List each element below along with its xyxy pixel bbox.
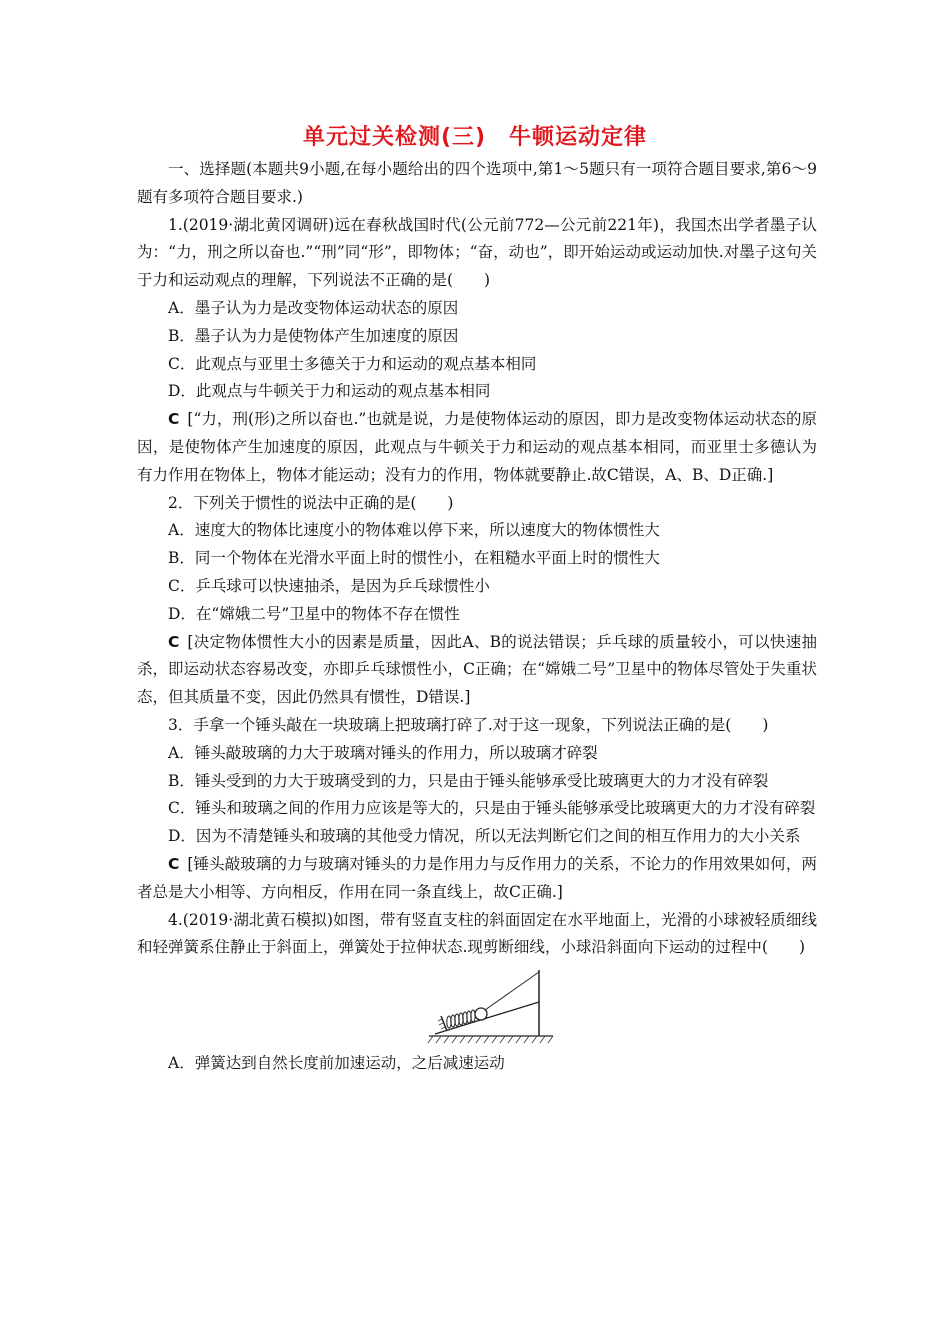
question-4-stem: 4.(2019·湖北黄石模拟)如图，带有竖直支柱的斜面固定在水平地面上，光滑的小球被轻质细线和轻弹簧系住静止于斜面上，弹簧处于拉伸状态.现剪断细线，小球沿斜面向下运动的过程中( )	[137, 910, 817, 957]
question-2-option-a: A．速度大的物体比速度小的物体难以停下来，所以速度大的物体惯性大	[168, 521, 660, 540]
question-3-stem: 3．手拿一个锤头敲在一块玻璃上把玻璃打碎了.对于这一现象，下列说法正确的是( )	[168, 715, 769, 734]
question-1-option-d: D．此观点与牛顿关于力和运动的观点基本相同	[168, 382, 491, 401]
question-3-option-a: A．锤头敲玻璃的力大于玻璃对锤头的作用力，所以玻璃才碎裂	[168, 743, 598, 762]
question-3-solution	[137, 851, 817, 907]
question-1-option-b: B．墨子认为力是使物体产生加速度的原因	[168, 326, 459, 345]
question-3-option-b: B．锤头受到的力大于玻璃受到的力，只是由于锤头能够承受比玻璃更大的力才没有碎裂	[168, 771, 769, 790]
section-intro: 一、选择题(本题共9小题,在每小题给出的四个选项中,第1～5题只有一项符合题目要求,第6～9题有多项符合题目要求.)	[137, 160, 817, 206]
question-1-solution	[137, 406, 817, 489]
question-3-option-c: C．锤头和玻璃之间的作用力应该是等大的，只是由于锤头能够承受比玻璃更大的力才没有碎裂	[168, 799, 816, 818]
question-4-option-a: A．弹簧达到自然长度前加速运动，之后减速运动	[168, 1054, 505, 1073]
question-1-answer: C	[168, 410, 180, 429]
question-1-explanation: [“力，刑(形)之所以奋也.”也就是说，力是使物体运动的原因，即力是改变物体运动状态的原因，是使物体产生加速度的原因，此观点与牛顿关于力和运动的观点基本相同，而亚里士多德认为有力作用在物体上，物体才能运动；没有力的作用，物体就要静止.故C错误，A、B、D正确.]	[137, 410, 817, 484]
question-3-explanation: [锤头敲玻璃的力与玻璃对锤头的力是作用力与反作用力的关系，不论力的作用效果如何，两者总是大小相等、方向相反，作用在同一条直线上，故C正确.]	[137, 854, 817, 901]
question-2-explanation: [决定物体惯性大小的因素是质量，因此A、B的说法错误；乒乓球的质量较小，可以快速抽杀，即运动状态容易改变，亦即乒乓球惯性小，C正确；在“嫦娥二号”卫星中的物体尽管处于失重状态，但其质量不变，因此仍然具有惯性，D错误.]	[137, 632, 817, 707]
page-title: 单元过关检测(三) 牛顿运动定律	[302, 125, 648, 150]
question-2-answer: C	[168, 632, 180, 651]
incline-spring-figure	[137, 962, 817, 1050]
question-2-option-d: D．在“嫦娥二号”卫星中的物体不存在惯性	[168, 604, 460, 623]
question-2-stem: 2．下列关于惯性的说法中正确的是( )	[168, 493, 454, 512]
question-2-option-b: B．同一个物体在光滑水平面上时的惯性小，在粗糙水平面上时的惯性大	[168, 549, 660, 568]
question-1-option-a: A．墨子认为力是改变物体运动状态的原因	[168, 298, 459, 317]
question-3-answer: C	[168, 854, 180, 873]
document-body	[137, 156, 817, 1078]
question-3-option-d: D．因为不清楚锤头和玻璃的其他受力情况，所以无法判断它们之间的相互作用力的大小关系	[168, 827, 801, 846]
question-1-option-c: C．此观点与亚里士多德关于力和运动的观点基本相同	[168, 354, 537, 373]
question-2-solution	[137, 629, 817, 712]
question-2-option-c: C．乒乓球可以快速抽杀，是因为乒乓球惯性小	[168, 576, 490, 595]
question-1-stem: 1.(2019·湖北黄冈调研)远在春秋战国时代(公元前772—公元前221年)，我国杰出学者墨子认为：“力，刑之所以奋也.”“刑”同“形”，即物体；“奋，动也”，即开始运动或运动加快.对墨子这句关于力和运动观点的理解，下列说法不正确的是( )	[137, 215, 817, 290]
incline-spring-diagram	[427, 968, 557, 1048]
